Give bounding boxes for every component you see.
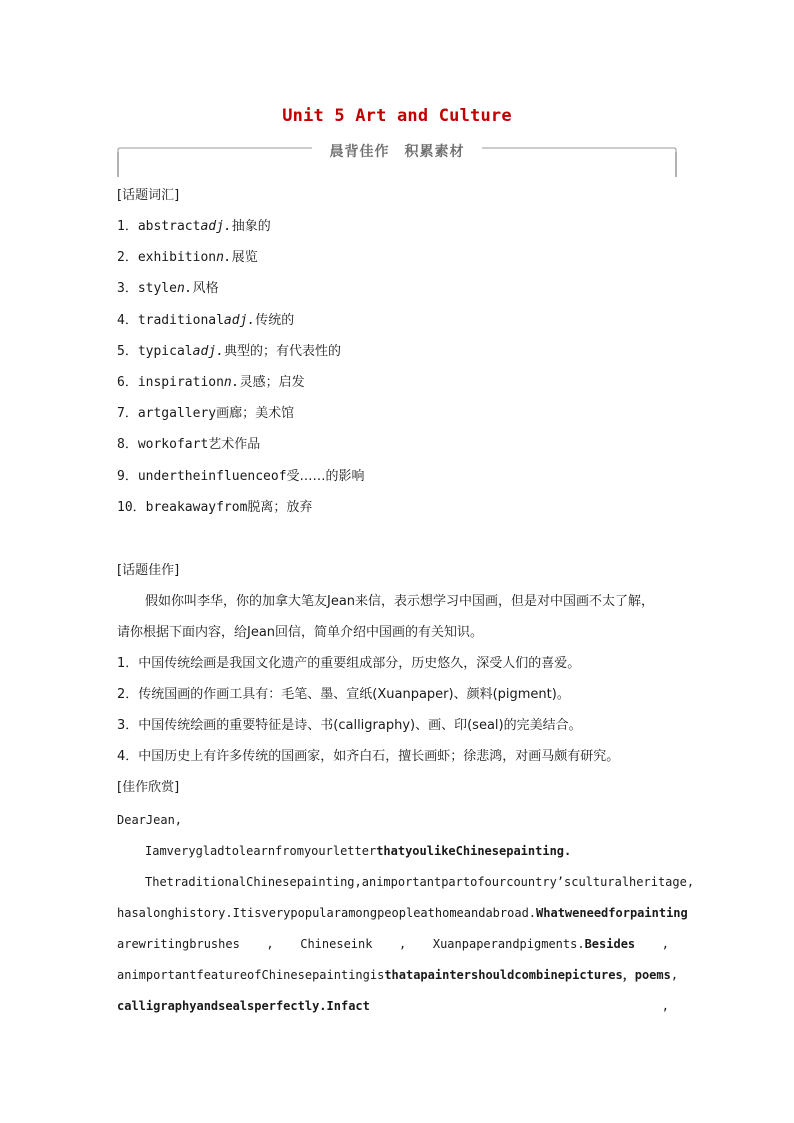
letter-greeting: DearJean, xyxy=(117,813,183,827)
vocab-number: 2． xyxy=(117,250,138,266)
prompt-point-2: 2．传统国画的作画工具有：毛笔、墨、宣纸(Xuanpaper)、颜料(pigment)。 xyxy=(117,687,570,702)
vocab-word: inspiration xyxy=(137,375,224,390)
letter-line-4-part: Chineseink xyxy=(300,937,373,951)
vocab-item xyxy=(117,436,260,454)
letter-line-6 xyxy=(117,997,669,1015)
vocab-part-of-speech: n. xyxy=(176,281,193,297)
vocab-word: traditional xyxy=(137,312,224,328)
vocab-part-of-speech: adj. xyxy=(192,343,224,359)
vocab-item xyxy=(117,280,219,298)
vocab-word: breakawayfrom xyxy=(145,499,248,515)
letter-line-2: ThetraditionalChinesepainting,animportantpartofourcountry’sculturalheritage, xyxy=(145,875,695,889)
letter-line-5-content: animportantfeatureofChinesepaintingisthatapaintershouldcombinepictures，poems xyxy=(117,968,671,982)
vocab-word: undertheinfluenceof xyxy=(137,468,287,484)
letter-line-4-part: , xyxy=(661,937,669,951)
vocab-part-of-speech: adj. xyxy=(223,312,256,328)
letter-line-6-highlight: calligraphyandsealsperfectly.Infact xyxy=(117,999,370,1013)
vocab-word: style xyxy=(137,281,177,297)
letter-line-3-highlight: Whatweneedforpainting xyxy=(536,906,688,920)
vocab-meaning: 艺术作品 xyxy=(208,437,261,453)
vocab-number: 9． xyxy=(117,468,138,484)
letter-line-1-text: Iamverygladtolearnfromyourletter xyxy=(145,844,377,858)
letter-line-4-part: , xyxy=(266,937,274,951)
vocab-word: typical xyxy=(137,343,193,359)
vocab-item xyxy=(117,468,365,486)
vocab-heading: [话题词汇] xyxy=(117,188,180,203)
vocab-meaning: 画廊；美术馆 xyxy=(216,406,295,422)
letter-line-1-highlight: thatyoulikeChinesepainting. xyxy=(376,844,572,858)
vocab-meaning: 灵感；启发 xyxy=(239,375,305,390)
vocab-meaning: 展览 xyxy=(231,250,258,266)
prompt-point-4: 4．中国历史上有许多传统的国画家，如齐白石，擅长画虾；徐悲鸿，对画马颇有研究。 xyxy=(117,749,620,764)
letter-line-5-end: , xyxy=(670,968,679,982)
vocab-number: 5． xyxy=(117,343,138,359)
letter-line-4 xyxy=(117,935,669,953)
vocab-part-of-speech: adj. xyxy=(200,219,232,234)
writing-heading: [话题佳作] xyxy=(117,563,180,578)
vocab-number: 10． xyxy=(117,499,146,515)
prompt-point-1: 1．中国传统绘画是我国文化遗产的重要组成部分，历史悠久，深受人们的喜爱。 xyxy=(117,656,581,671)
letter-line-3-text: hasalonghistory.Itisverypopularamongpeopleathomeandabroad. xyxy=(117,906,537,920)
section-banner-label: 晨背佳作 积累素材 xyxy=(329,144,465,160)
vocab-number: 3． xyxy=(117,281,138,297)
page-title: Unit 5 Art and Culture xyxy=(282,106,512,126)
letter-line-1 xyxy=(145,842,571,860)
letter-line-4-part: arewritingbrushes xyxy=(117,937,240,951)
vocab-item xyxy=(117,312,294,330)
vocab-item xyxy=(117,499,312,517)
prompt-point-3: 3．中国传统绘画的重要特征是诗、书(calligraphy)、画、印(seal)的完美结合。 xyxy=(117,718,582,733)
letter-line-3 xyxy=(117,904,688,922)
vocab-item xyxy=(117,374,305,392)
vocab-item xyxy=(117,343,341,361)
letter-line-5 xyxy=(117,966,679,984)
vocab-meaning: 风格 xyxy=(192,281,219,297)
vocab-item xyxy=(117,218,271,236)
vocab-word: artgallery xyxy=(137,406,217,422)
vocab-part-of-speech: n. xyxy=(223,375,240,390)
letter-line-4-part: Xuanpaperandpigments.Besides xyxy=(432,937,636,951)
vocab-item xyxy=(117,405,294,423)
vocab-number: 8． xyxy=(117,437,138,453)
vocab-item xyxy=(117,249,258,267)
vocab-number: 1． xyxy=(117,219,138,234)
vocab-meaning: 受……的影响 xyxy=(286,468,365,484)
prompt-paragraph-line-2: 请你根据下面内容，给Jean回信，简单介绍中国画的有关知识。 xyxy=(117,625,484,640)
vocab-meaning: 传统的 xyxy=(255,312,295,328)
vocab-meaning: 抽象的 xyxy=(231,219,271,234)
letter-line-4-part: , xyxy=(399,937,407,951)
prompt-paragraph-line-1: 假如你叫李华，你的加拿大笔友Jean来信，表示想学习中国画，但是对中国画不太了解， xyxy=(145,594,655,609)
vocab-number: 4． xyxy=(117,312,138,328)
vocab-meaning: 典型的；有代表性的 xyxy=(223,343,341,359)
vocab-word: exhibition xyxy=(137,250,217,266)
vocab-meaning: 脱离；放弃 xyxy=(247,499,313,515)
vocab-part-of-speech: n. xyxy=(216,250,232,266)
vocab-number: 6． xyxy=(117,375,138,390)
appreciation-heading: [佳作欣赏] xyxy=(117,780,180,795)
vocab-word: abstract xyxy=(137,219,201,234)
vocab-word: workofart xyxy=(137,437,209,453)
letter-line-6-end: , xyxy=(661,999,669,1013)
vocab-number: 7． xyxy=(117,406,138,422)
